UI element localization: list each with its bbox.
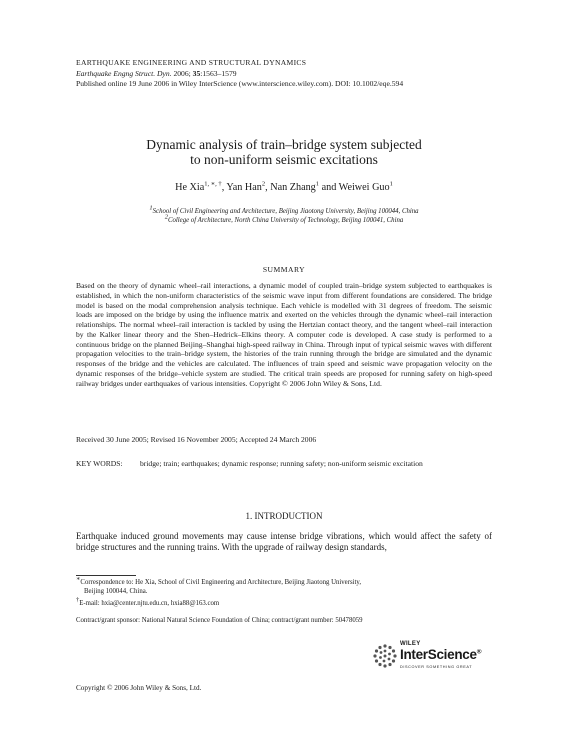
keywords-label: KEY WORDS:	[76, 459, 123, 468]
title-line-2: to non-uniform seismic excitations	[190, 152, 378, 167]
affiliation-mark: 1	[149, 204, 153, 212]
article-title	[76, 137, 492, 167]
logo-main-word: InterScience	[400, 647, 477, 662]
journal-header	[76, 58, 496, 90]
author-affil-mark: 2	[261, 180, 266, 188]
author-name: Weiwei Guo	[338, 182, 390, 193]
email-text: E-mail: hxia@center.njtu.edu.cn, hxia88@163.com	[79, 600, 220, 607]
copyright-notice: Copyright © 2006 John Wiley & Sons, Ltd.	[76, 684, 202, 692]
citation-volume: 35	[192, 68, 201, 78]
author-separator: ,	[221, 182, 227, 193]
author-affil-mark: 1	[315, 180, 320, 188]
section-heading: 1. INTRODUCTION	[245, 511, 323, 521]
correspondence-line-2: Beijing 100044, China.	[84, 588, 148, 595]
author-separator: and	[319, 182, 339, 193]
footnote-rule	[76, 575, 136, 576]
affiliation-mark: 2	[164, 213, 168, 221]
affiliation-text: College of Architecture, North China University of Technology, Beijing 100041, China	[167, 217, 404, 224]
interscience-globe-icon	[372, 643, 398, 669]
footnote-mark: †	[76, 596, 80, 604]
citation-line	[76, 69, 496, 80]
logo-main-text	[400, 647, 481, 662]
keywords-text: bridge; train; earthquakes; dynamic response; running safety; non-uniform seismic excitation	[140, 459, 423, 468]
section-text: Earthquake induced ground movements may cause intense bridge vibrations, which would affect the safety of bridge structures and the running trains. With the upgrade of railway design standards,	[76, 531, 492, 553]
citation-abbrev: Earthquake Engng Struct. Dyn.	[76, 68, 172, 78]
published-line: Published online 19 June 2006 in Wiley InterScience (www.interscience.wiley.com). DOI: 10.1002/eqe.594	[76, 79, 404, 88]
author-affil-mark: 1	[389, 180, 393, 188]
author-separator: ,	[265, 182, 271, 193]
author-name: Nan Zhang	[270, 182, 316, 193]
summary-text: Based on the theory of dynamic wheel–rail interactions, a dynamic model of coupled train–bridge system subjected to earthquakes is established, in which the non-uniform characteristics of the seismic wave input from different foundations are considered. The bridge model is based on the modal comprehension analysis technique. Each vehicle is modelled with 31 degrees of freedom. The seismic loads are imposed on the bridge by using the influence matrix and exerted on the vehicles through the dynamic wheel–rail interaction relationships. The normal wheel–rail interaction is tackled by using the Hertzian contact theory, and the tangent wheel–rail interaction by the Kalker linear theory and the Shen–Hedrick–Elkins theory. A computer code is developed. A case study is performed to a continuous bridge on the planned Beijing–Shanghai high-speed railway in China. Through input of typical seismic waves with different propagation velocities to the train–bridge system, the histories of the train running through the bridge are simulated and the dynamic responses of the bridge and the vehicles are calculated. The influences of train speed and seismic wave propagation velocity on the dynamic responses of the bridge–vehicle system are studied. The critical train speeds are proposed for running safety on high-speed railway bridges under earthquakes of various intensities. Copyright © 2006 John Wiley & Sons, Ltd.	[76, 281, 492, 388]
affiliation-1	[76, 204, 492, 216]
title-line-1: Dynamic analysis of train–bridge system subjected	[146, 137, 422, 152]
journal-name: EARTHQUAKE ENGINEERING AND STRUCTURAL DYNAMICS	[76, 58, 307, 67]
grant-sponsor: Contract/grant sponsor: National Natural Science Foundation of China; contract/grant number: 50478059	[76, 617, 363, 624]
keywords	[76, 459, 492, 469]
author-name: Yan Han	[226, 182, 262, 193]
affiliation-2	[76, 213, 492, 225]
logo-wiley-text: WILEY	[400, 641, 421, 647]
logo-tagline: DISCOVER SOMETHING GREAT	[400, 665, 473, 669]
author-list	[76, 182, 492, 193]
footnote-mark: ∗	[76, 575, 81, 583]
citation-year: 2006;	[171, 68, 193, 78]
footnote-email	[76, 596, 492, 608]
logo-registered-mark: ®	[476, 648, 482, 656]
author-affil-mark: 1, ∗, †	[204, 180, 222, 188]
citation-pages: :1563–1579	[200, 68, 237, 78]
author-name: He Xia	[175, 182, 205, 193]
received-dates: Received 30 June 2005; Revised 16 November 2005; Accepted 24 March 2006	[76, 435, 317, 444]
summary-heading: SUMMARY	[262, 265, 306, 274]
wiley-interscience-logo	[372, 637, 494, 681]
correspondence-line-1: Correspondence to: He Xia, School of Civil Engineering and Architecture, Beijing Jiaotong University,	[80, 579, 362, 586]
affiliation-text: School of Civil Engineering and Architecture, Beijing Jiaotong University, Beijing 100044, China	[152, 208, 419, 215]
footnote-correspondence	[76, 575, 492, 596]
